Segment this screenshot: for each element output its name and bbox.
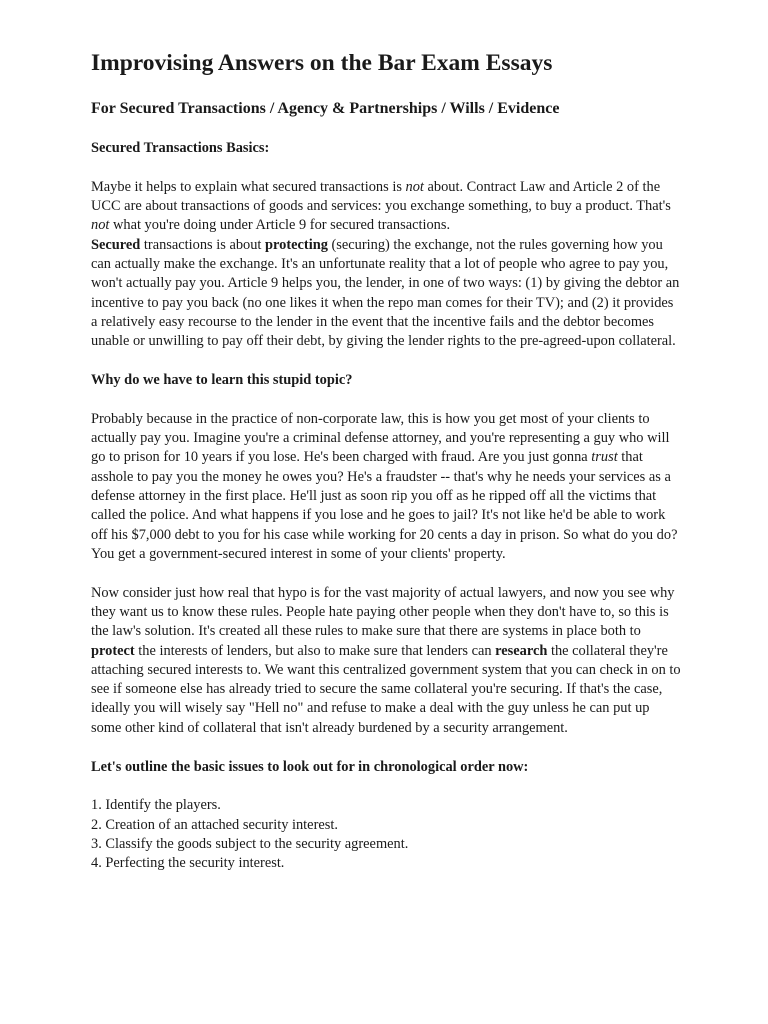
document-page <box>91 48 681 874</box>
emphasis-not: not <box>405 178 424 195</box>
bold-secured: Secured <box>91 236 141 253</box>
list-item: 1. Identify the players. <box>91 797 221 814</box>
bold-protect: protect <box>91 642 135 659</box>
bold-research: research <box>495 642 548 659</box>
list-item: 4. Perfecting the security interest. <box>91 855 285 872</box>
bold-protecting: protecting <box>265 236 328 253</box>
paragraph-why-1: Probably because in the practice of non-corporate law, this is how you get most of your clients to actually pay you. Imagine you're a criminal defense attorney, and you're representing a guy who will go to prison for 10 years if you lose. He's been charged with fraud. Are you just gonna trust that asshole to pay you the money he owes you? He's a fraudster -- that's why he needs your services as a defense attorney in the first place. He'll just as soon rip you off as he ripped off all the victims that called the police. And what happens if you lose and he goes to jail? It's not like he'd be able to work off his $7,000 debt to you for his case while working for 20 cents a day in prison. So what do you do? You get a government-secured interest in some of your clients' property. <box>91 410 678 562</box>
section-heading-outline: Let's outline the basic issues to look out for in chronological order now: <box>91 758 529 775</box>
list-item: 3. Classify the goods subject to the security agreement. <box>91 835 409 852</box>
emphasis-trust: trust <box>591 449 618 466</box>
section-heading-basics: Secured Transactions Basics: <box>91 140 270 156</box>
section-heading-why: Why do we have to learn this stupid topic? <box>91 371 353 388</box>
paragraph-basics: Maybe it helps to explain what secured transactions is not about. Contract Law and Article 2 of the UCC are about transactions of goods and services: you exchange something, to buy a product. That's not what you're doing under Article 9 for secured transactions. Secured transactions is about protecting (securing) the exchange, not the rules governing how you can actually make the exchange. It's an unfortunate reality that a lot of people who agree to pay you, won't actually pay you. Article 9 helps you, the lender, in one of two ways: (1) by giving the debtor an incentive to pay you back (no one likes it when the repo man comes for their TV); and (2) it provides a relatively easy recourse to the lender in the event that the incentive fails and the debtor becomes unable or unwilling to pay off their debt, by giving the lender rights to the pre-agreed-upon collateral. <box>91 178 680 350</box>
document-title: Improvising Answers on the Bar Exam Essays <box>91 50 553 76</box>
emphasis-not: not <box>91 217 110 234</box>
document-subtitle: For Secured Transactions / Agency & Partnerships / Wills / Evidence <box>91 100 560 117</box>
issues-list <box>91 796 681 873</box>
list-item: 2. Creation of an attached security interest. <box>91 816 338 833</box>
paragraph-why-2: Now consider just how real that hypo is for the vast majority of actual lawyers, and now you see why they want us to know these rules. People hate paying other people when they don't have to, so this is the law's solution. It's created all these rules to make sure that there are systems in place both to protect the interests of lenders, but also to make sure that lenders can research the collateral they're attaching secured interests to. We want this centralized government system that you can check in on to see if someone else has already tried to secure the same collateral you're securing. If that's the case, ideally you will wisely say "Hell no" and refuse to make a deal with the guy unless he can put up some other kind of collateral that isn't already burdened by a security arrangement. <box>91 584 681 736</box>
